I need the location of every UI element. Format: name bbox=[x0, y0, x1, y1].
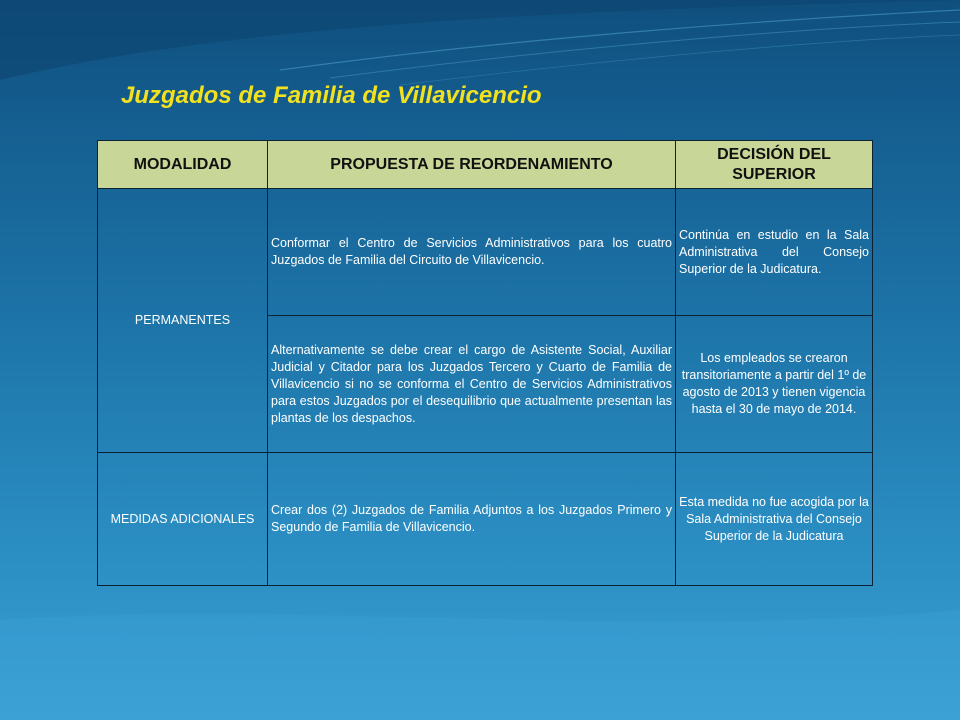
page-title: Juzgados de Familia de Villavicencio bbox=[121, 82, 542, 109]
table-row bbox=[98, 189, 873, 316]
cell-modalidad: PERMANENTES bbox=[98, 189, 268, 453]
cell-decision: Esta medida no fue acogida por la Sala Administrativa del Consejo Superior de la Judicatura bbox=[676, 453, 873, 586]
cell-decision: Los empleados se crearon transitoriamente a partir del 1º de agosto de 2013 y tienen vigencia hasta el 30 de mayo de 2014. bbox=[676, 316, 873, 453]
table-row bbox=[98, 453, 873, 586]
table-header-row bbox=[98, 141, 873, 189]
header-propuesta: PROPUESTA DE REORDENAMIENTO bbox=[268, 141, 676, 189]
header-decision: DECISIÓN DEL SUPERIOR bbox=[676, 141, 873, 189]
cell-propuesta: Crear dos (2) Juzgados de Familia Adjuntos a los Juzgados Primero y Segundo de Familia de Villavicencio. bbox=[268, 453, 676, 586]
cell-decision: Continúa en estudio en la Sala Administrativa del Consejo Superior de la Judicatura. bbox=[676, 189, 873, 316]
cell-propuesta: Conformar el Centro de Servicios Administrativos para los cuatro Juzgados de Familia del Circuito de Villavicencio. bbox=[268, 189, 676, 316]
cell-propuesta: Alternativamente se debe crear el cargo de Asistente Social, Auxiliar Judicial y Citador para los Juzgados Tercero y Cuarto de Familia de Villavicencio si no se conforma el Centro de Servicios Administrativos para estos Juzgados por el desequilibrio que actualmente presentan las plantas de los despachos. bbox=[268, 316, 676, 453]
cell-modalidad: MEDIDAS ADICIONALES bbox=[98, 453, 268, 586]
reordering-table bbox=[97, 140, 873, 586]
header-modalidad: MODALIDAD bbox=[98, 141, 268, 189]
